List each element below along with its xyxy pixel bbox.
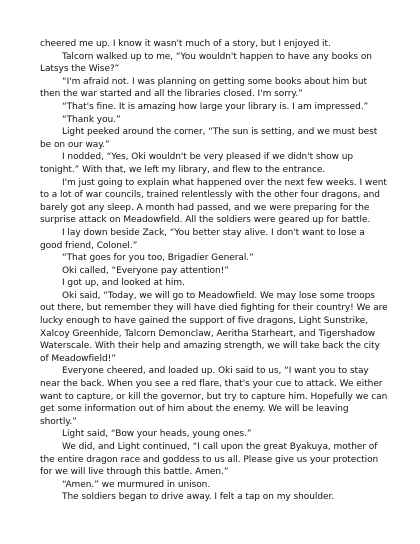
paragraph: “That goes for you too, Brigadier General.”	[62, 253, 254, 264]
paragraph: “I'm afraid not. I was planning on getting some books about him but then the war started and all the libraries closed. I'm sorry.”	[40, 76, 367, 100]
paragraph: Talcorn walked up to me, “You wouldn't happen to have any books on Latsys the Wise?”	[40, 51, 372, 75]
paragraph: Everyone cheered, and loaded up. Oki said to us, “I want you to stay near the back. When you see a red flare, that's your cue to attack. We either want to capture, or kill the governor, but try to capture him. Hopefully we can get some information out of him about the enemy. We will be leaving shortly.”	[40, 366, 388, 427]
paragraph: I got up, and looked at him.	[62, 278, 185, 289]
paragraph: We did, and Light continued, “I call upon the great Byakuya, mother of the entire dragon race and goddess to us all. Please give us your protection for we will live through this battle. Amen.”	[40, 442, 379, 478]
paragraph: Oki said, “Today, we will go to Meadowfield. We may lose some troops out there, but remember they will have died fighting for their country! We are lucky enough to have gained the support of five dragons, Light Sunstrike, Xalcoy Greenhide, Talcorn Demonclaw, Aeritha Starheart, and Tigershadow Waterscale. With their help and amazing strength, we will take back the city of Meadowfield!”	[40, 290, 388, 364]
paragraph: I'm just going to explain what happened over the next few weeks. I went to a lot of war councils, trained relentlessly with the other four dragons, and barely got any sleep. A month had passed, and we were preparing for the surprise attack on Meadowfield. All the soldiers were geared up for battle.	[40, 177, 387, 226]
paragraph: Light said, “Bow your heads, young ones.”	[62, 429, 252, 440]
paragraph-continuation: cheered me up. I know it wasn't much of a story, but I enjoyed it.	[40, 39, 331, 49]
page-body	[40, 38, 388, 504]
paragraph: I lay down beside Zack, “You better stay alive. I don't want to lose a good friend, Colonel.”	[40, 227, 365, 251]
paragraph: Oki called, “Everyone pay attention!”	[62, 265, 229, 276]
paragraph: “Amen.” we murmured in unison.	[62, 479, 211, 490]
paragraph: “That's fine. It is amazing how large your library is. I am impressed.”	[62, 101, 369, 112]
paragraph: “Thank you.”	[62, 114, 121, 125]
paragraph: I nodded, “Yes, Oki wouldn't be very pleased if we didn't show up tonight.” With that, we left my library, and flew to the entrance.	[40, 152, 354, 175]
paragraph: The soldiers began to drive away. I felt a tap on my shoulder.	[62, 492, 335, 503]
paragraph: Light peeked around the corner, “The sun is setting, and we must best be on our way.”	[40, 127, 378, 150]
